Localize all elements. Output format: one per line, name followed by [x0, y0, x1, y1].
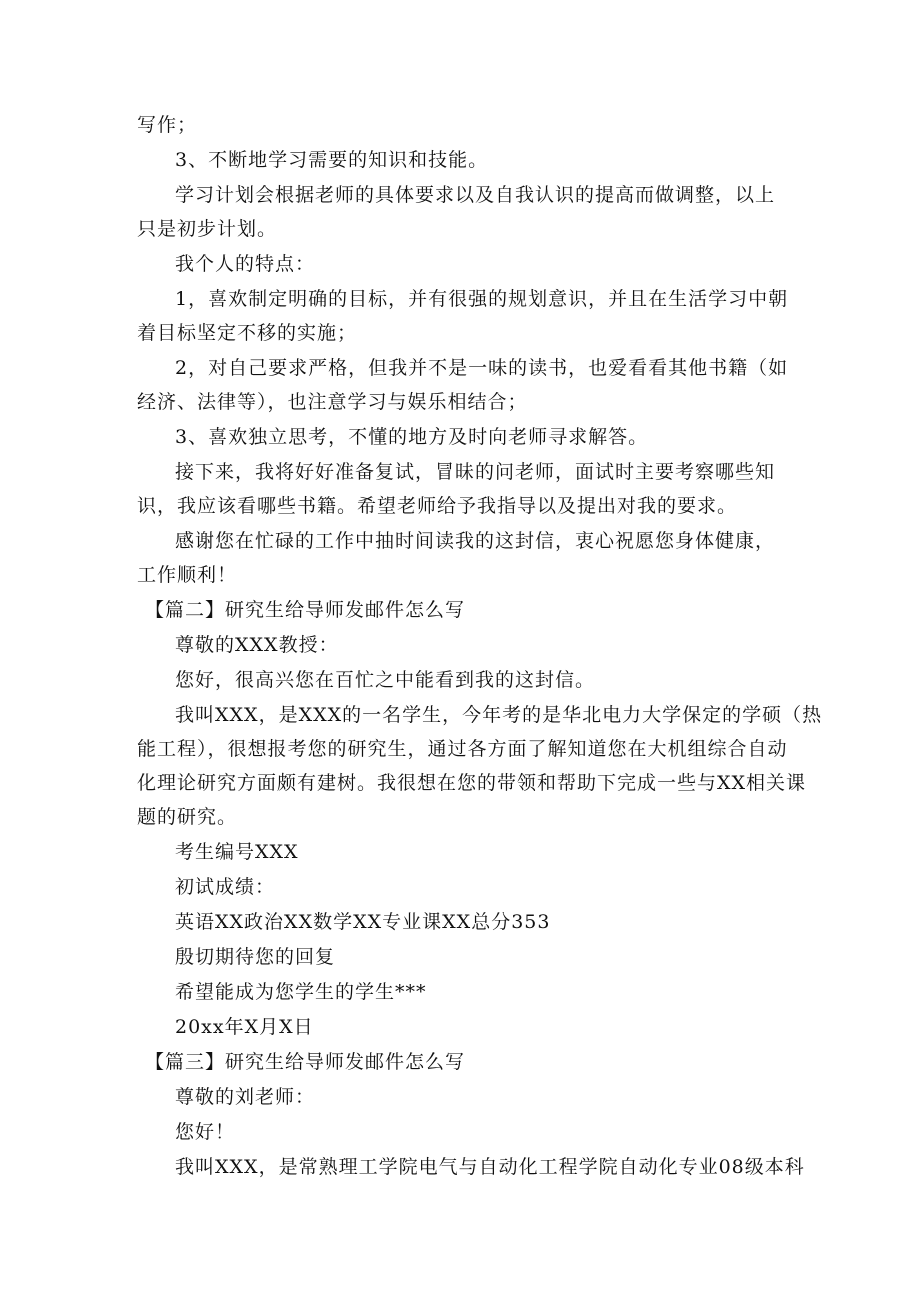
paragraph-line: 我个人的特点：	[175, 253, 316, 275]
paragraph-line: 化理论研究方面颇有建树。我很想在您的带领和帮助下完成一些与XX相关课	[137, 772, 807, 794]
paragraph-line: 接下来，我将好好准备复试，冒昧的问老师，面试时主要考察哪些知	[175, 461, 776, 483]
paragraph-line: 您好，很高兴您在百忙之中能看到我的这封信。	[175, 669, 596, 691]
salutation: 尊敬的刘老师：	[175, 1086, 316, 1108]
paragraph-line: 我叫XXX，是常熟理工学院电气与自动化工程学院自动化专业08级本科	[175, 1156, 805, 1178]
paragraph-line: 3、不断地学习需要的知识和技能。	[175, 149, 489, 171]
paragraph-line: 经济、法律等），也注意学习与娱乐相结合；	[137, 391, 528, 413]
paragraph-line: 我叫XXX，是XXX的一名学生，今年考的是华北电力大学保定的学硕（热	[175, 704, 823, 726]
paragraph-line: 3、喜欢独立思考，不懂的地方及时向老师寻求解答。	[175, 426, 649, 448]
paragraph-line: 识，我应该看哪些书籍。希望老师给予我指导以及提出对我的要求。	[137, 495, 738, 517]
paragraph-line: 感谢您在忙碌的工作中抽时间读我的这封信，衷心祝愿您身体健康，	[175, 530, 776, 552]
paragraph-line: 2，对自己要求严格，但我并不是一味的读书，也爱看看其他书籍（如	[175, 357, 789, 379]
paragraph-line: 能工程），很想报考您的研究生，通过各方面了解知道您在大机组综合自动	[137, 738, 788, 760]
paragraph-line: 考生编号XXX	[175, 841, 299, 863]
paragraph-line: 希望能成为您学生的学生***	[175, 981, 427, 1003]
document-body	[137, 108, 823, 1184]
paragraph-line: 初试成绩：	[175, 876, 276, 898]
paragraph-line: 着目标坚定不移的实施；	[137, 322, 358, 344]
paragraph-line: 工作顺利！	[137, 564, 238, 586]
paragraph-line: 写作；	[137, 114, 198, 136]
paragraph-line: 殷切期待您的回复	[175, 946, 336, 968]
paragraph-line: 您好！	[175, 1121, 236, 1143]
paragraph-line: 题的研究。	[137, 806, 238, 828]
section-heading: 【篇二】研究生给导师发邮件怎么写	[145, 599, 466, 621]
paragraph-line: 学习计划会根据老师的具体要求以及自我认识的提高而做调整，以上	[175, 184, 776, 206]
date-line: 20xx年X月X日	[175, 1016, 314, 1038]
paragraph-line: 英语XX政治XX数学XX专业课XX总分353	[175, 911, 551, 933]
paragraph-line: 只是初步计划。	[137, 218, 278, 240]
section-heading: 【篇三】研究生给导师发邮件怎么写	[145, 1051, 466, 1073]
salutation: 尊敬的XXX教授：	[175, 634, 339, 656]
paragraph-line: 1，喜欢制定明确的目标，并有很强的规划意识，并且在生活学习中朝	[175, 288, 789, 310]
